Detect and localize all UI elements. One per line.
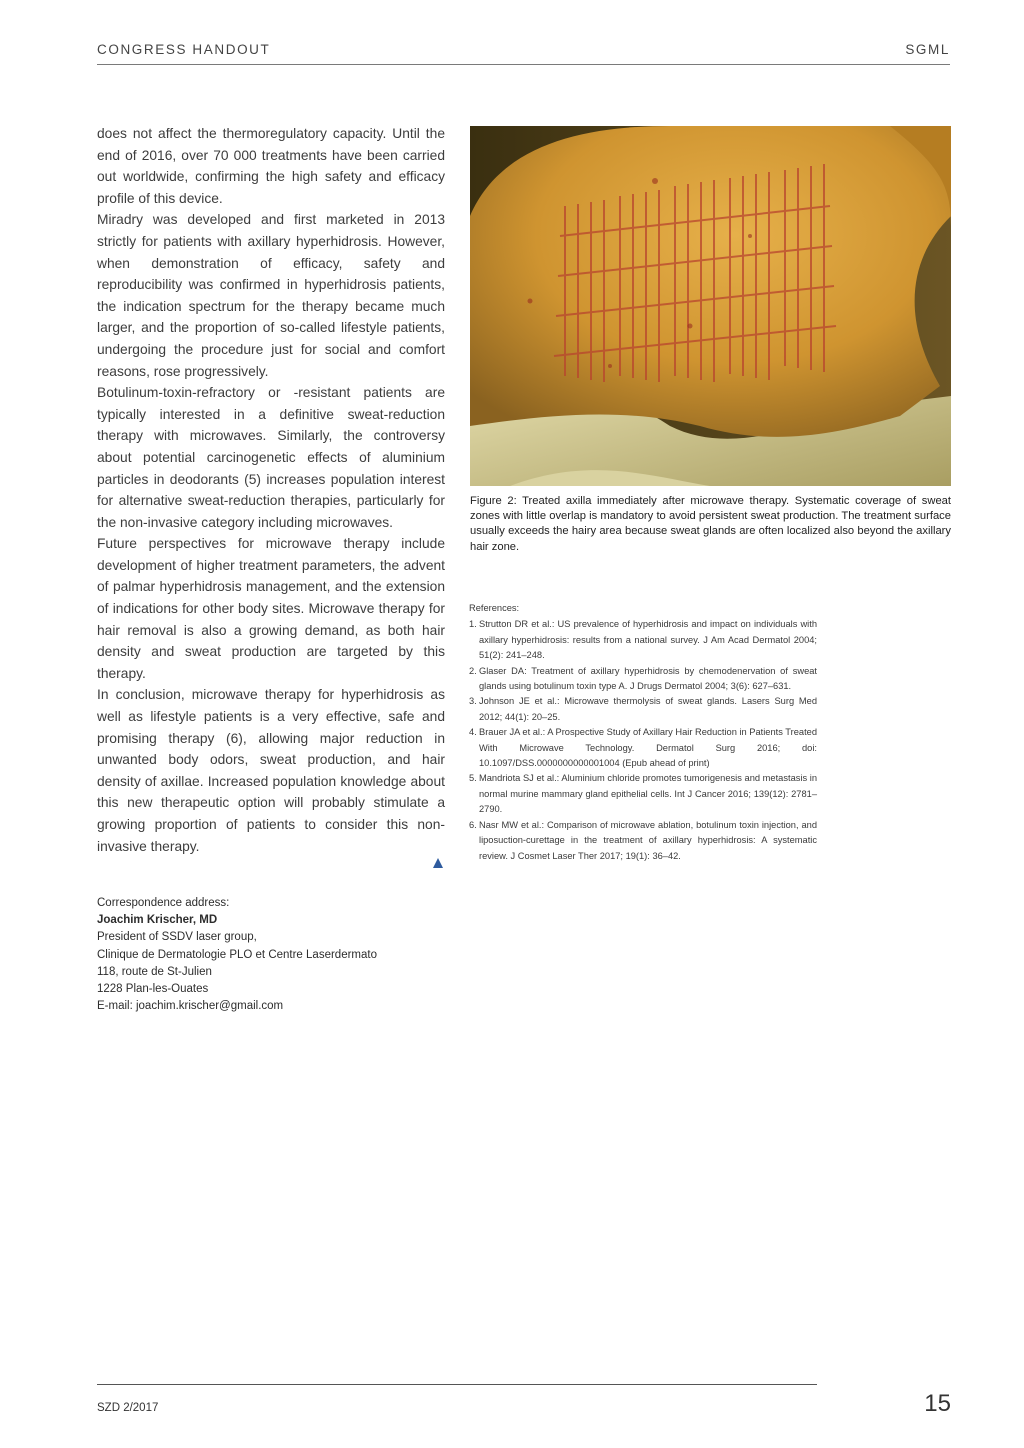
running-header bbox=[97, 40, 950, 65]
reference-text: Strutton DR et al.: US prevalence of hyperhidrosis and impact on individuals with axillary hyperhidrosis: results from a national survey. J Am Acad Dermatol 2004; 51(2): 241–248. bbox=[479, 619, 817, 661]
reference-text: Glaser DA: Treatment of axillary hyperhidrosis by chemodenervation of sweat glands using botulinum toxin type A. J Drugs Dermatol 2004; 3(6): 627–631. bbox=[479, 665, 817, 692]
body-paragraph: does not affect the thermoregulatory capacity. Until the end of 2016, over 70 000 treatments have been carried out worldwide, confirming the high safety and efficacy profile of this device. bbox=[97, 126, 445, 206]
author-name: Joachim Krischer, MD bbox=[97, 914, 218, 927]
reference-text: Mandriota SJ et al.: Aluminium chloride promotes tumorigenesis and metastasis in normal murine mammary gland epithelial cells. Int J Cancer 2016; 139(12): 2781–2790. bbox=[479, 773, 817, 815]
page-number: 15 bbox=[924, 1390, 951, 1417]
reference-item bbox=[469, 664, 817, 695]
address-email: E-mail: joachim.krischer@gmail.com bbox=[97, 1000, 284, 1013]
reference-number: 4. bbox=[469, 727, 477, 738]
references-list bbox=[469, 601, 817, 864]
journal-abbrev: SGML bbox=[905, 42, 950, 57]
reference-number: 2. bbox=[469, 665, 477, 676]
reference-number: 1. bbox=[469, 619, 477, 630]
body-paragraph: Future perspectives for microwave therapy include development of higher treatment parameters, the advent of palmar hyperhidrosis management, and the extension of indications for other body sites. Microwave therapy for hair removal is also a growing demand, as both hair density and sweat production are targeted by this therapy. bbox=[97, 536, 445, 681]
body-paragraph: In conclusion, microwave therapy for hyperhidrosis as well as lifestyle patients is a very effective, safe and promising therapy (6), allowing major reduction in unwanted body odors, sweat production, and hair density of axillae. Increased population knowledge about this new therapeutic option will probably stimulate a growing proportion of patients to consider this non-invasive therapy. bbox=[97, 687, 445, 854]
section-title: CONGRESS HANDOUT bbox=[97, 42, 271, 57]
correspondence-label: Correspondence address: bbox=[97, 897, 230, 909]
reference-text: Nasr MW et al.: Comparison of microwave ablation, botulinum toxin injection, and liposuction-curettage in the treatment of axillary hyperhidrosis: A systematic review. J Cosmet Laser Ther 2017; 19(1): 36–42. bbox=[479, 819, 817, 861]
axilla-photo-illustration bbox=[470, 126, 951, 486]
reference-text: Brauer JA et al.: A Prospective Study of Axillary Hair Reduction in Patients Treated With Microwave Technology. Dermatol Surg 2016; doi: 10.1097/DSS.0000000000001004 (Epub ahead of print) bbox=[479, 727, 817, 769]
figure-photo-treated-axilla bbox=[470, 126, 951, 486]
reference-number: 6. bbox=[469, 819, 477, 830]
body-paragraph: Miradry was developed and first marketed in 2013 strictly for patients with axillary hyperhidrosis. However, when demonstration of efficacy, safety and reproducibility was confirmed in hyperhidrosis patients, the indication spectrum for the therapy became much larger, and the proportion of so-called lifestyle patients, undergoing the procedure just for social and comfort reasons, rose progressively. bbox=[97, 212, 445, 379]
reference-item bbox=[469, 771, 817, 817]
reference-item bbox=[469, 818, 817, 864]
reference-text: Johnson JE et al.: Microwave thermolysis of sweat glands. Lasers Surg Med 2012; 44(1): 20–25. bbox=[479, 696, 817, 722]
footer-divider bbox=[97, 1384, 817, 1385]
reference-item bbox=[469, 725, 817, 771]
address-line: 1228 Plan-les-Ouates bbox=[97, 983, 209, 996]
correspondence-address bbox=[97, 895, 457, 1015]
address-line: Clinique de Dermatologie PLO et Centre Laserdermato bbox=[97, 948, 377, 961]
journal-issue: SZD 2/2017 bbox=[97, 1402, 159, 1414]
reference-number: 3. bbox=[469, 696, 477, 707]
end-of-article-triangle-icon bbox=[433, 858, 443, 868]
reference-item bbox=[469, 694, 817, 725]
reference-item bbox=[469, 617, 817, 663]
body-text-column bbox=[97, 123, 445, 857]
references-heading: References: bbox=[469, 603, 520, 613]
figure-caption: Figure 2: Treated axilla immediately after microwave therapy. Systematic coverage of sweat zones with little overlap is mandatory to avoid persistent sweat production. The treatment surface usually exceeds the hairy area because sweat glands are often localized also beyond the axillary hair zone. bbox=[470, 495, 951, 553]
address-line: 118, route de St-Julien bbox=[97, 965, 212, 978]
address-line: President of SSDV laser group, bbox=[97, 931, 257, 944]
body-paragraph: Botulinum-toxin-refractory or -resistant patients are typically interested in a definitive sweat-reduction therapy with microwaves. Similarly, the controversy about potential carcinogenetic effects of aluminium particles in deodorants (5) increases population interest for alternative sweat-reduction therapies, particularly for the non-invasive category including microwaves. bbox=[97, 385, 445, 530]
reference-number: 5. bbox=[469, 773, 477, 784]
